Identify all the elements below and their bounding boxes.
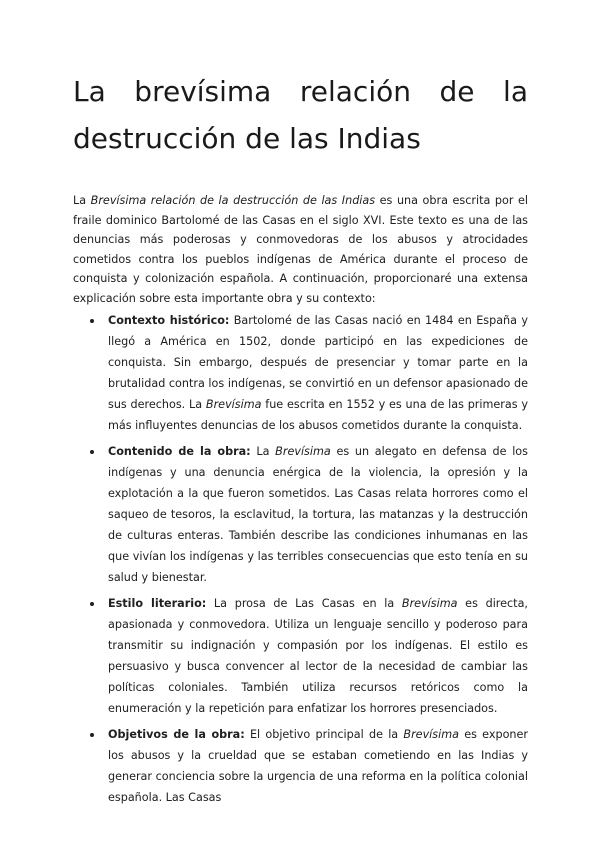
intro-text-end: es una obra escrita por el fraile dominico Bartolomé de las Casas en el siglo XVI. Este texto es una de las denuncias más poderosas y conmovedoras de los abusos y atrocidades cometidos contra los pueblos indígenas de América durante el proceso de conquista y colonización española. A continuación, proporcionaré una extensa explicación sobre esta importante obra y su contexto: bbox=[73, 194, 528, 305]
bullet-text: El objetivo principal de la bbox=[244, 727, 404, 741]
bullet-text: es un alegato en defensa de los indígenas y una denuncia enérgica de la violencia, la opresión y la explotación a la que fueron sometidos. Las Casas relata horrores como el saqueo de tesoros, la esclavitud, la tortura, las matanzas y la destrucción de culturas enteras. También describe las condiciones inhumanas en las que vivían los indígenas y las terribles consecuencias que esto tenía en su salud y bienestar. bbox=[108, 444, 528, 584]
bullet-text: es directa, apasionada y conmovedora. Utiliza un lenguaje sencillo y poderoso para transmitir su indignación y compasión por los indígenas. El estilo es persuasivo y busca convencer al lector de la necesidad de cambiar las políticas coloniales. También utiliza recursos retóricos como la enumeración y la repetición para enfatizar los horrores presenciados. bbox=[108, 596, 528, 715]
bullet-text: Bartolomé de las Casas nació en 1484 en España y llegó a América en 1502, donde participó en las expediciones de conquista. Sin embargo, después de presenciar y tomar parte en la brutalidad contra los indígenas, se convirtió en un defensor apasionado de sus derechos. La bbox=[108, 313, 528, 411]
bullet-item-contenido bbox=[108, 441, 528, 588]
title-line-1: La brevísima relación de la bbox=[73, 75, 528, 108]
bullet-text: fue escrita en 1552 y es una de las primeras y más influyentes denuncias de los abusos cometidos durante la conquista. bbox=[108, 397, 528, 432]
bullet-text: es exponer los abusos y la crueldad que se estaban cometiendo en las Indias y generar conciencia sobre la urgencia de una reforma en la política colonial española. Las Casas bbox=[108, 727, 528, 804]
bullet-emphasis: Brevísima bbox=[401, 596, 458, 610]
bullet-text: La bbox=[250, 444, 276, 458]
document-title bbox=[73, 68, 528, 162]
document-page bbox=[73, 68, 528, 813]
intro-paragraph bbox=[73, 191, 528, 309]
title-line-2: destrucción de las Indias bbox=[73, 122, 421, 155]
bullet-emphasis: Brevísima bbox=[205, 397, 262, 411]
bullet-emphasis: Brevísima bbox=[275, 444, 331, 458]
intro-text-start: La bbox=[73, 194, 91, 207]
bullet-heading: Estilo literario: bbox=[108, 596, 207, 610]
bullet-item-objetivos bbox=[108, 724, 528, 808]
bullet-emphasis: Brevísima bbox=[403, 727, 459, 741]
intro-work-title: Brevísima relación de la destrucción de las Indias bbox=[90, 194, 376, 207]
bullet-heading: Contenido de la obra: bbox=[108, 444, 251, 458]
bullet-text: La prosa de Las Casas en la bbox=[206, 596, 402, 610]
bullet-heading: Objetivos de la obra: bbox=[108, 727, 245, 741]
bullet-item-estilo bbox=[108, 593, 528, 719]
bullet-list bbox=[73, 310, 528, 808]
bullet-item-contexto bbox=[108, 310, 528, 436]
bullet-heading: Contexto histórico: bbox=[108, 313, 230, 327]
